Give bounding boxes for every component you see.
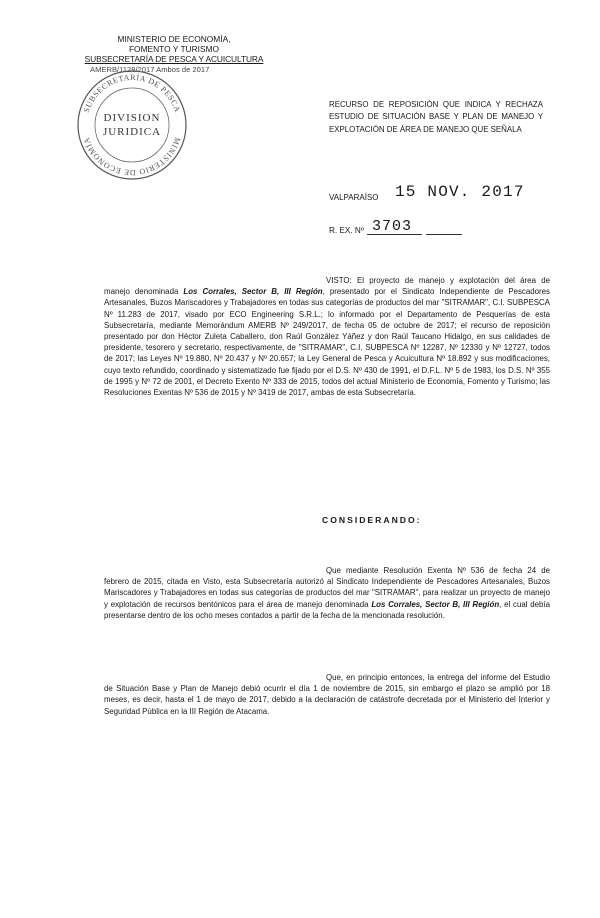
- resolution-label: R. EX. Nº: [329, 226, 364, 235]
- considerando-heading: CONSIDERANDO:: [322, 515, 422, 525]
- visto-text-2: , presentado por el Sindicato Independiente de Pescadores Artesanales, Buzos Mariscadores y Trabajadores en todas sus categorías de productos del mar "SITRAMAR", C.I. SUBPESCA Nº 11.283 de 2017, visado por ECO Engineering S.R.L.; lo informado por el Departamento de Pesquerías de esta Subsecretaría, mediante Memorándum AMERB Nº 249/2017, de fecha 05 de octubre de 2017; el recurso de reposición presentado por don Héctor Zuleta Caballero, don Raúl González Yáñez y don Raúl Taucano Hidalgo, en sus calidades de presidente, tesorero y secretario, respectivamente, de "SITRAMAR", C.I. SUBPESCA Nº 12287, Nº 12330 y Nº 12727, todos de 2017; las Leyes Nº 19.880, Nº 20.437 y Nº 20.657; la Ley General de Pesca y Acuicultura Nº 18.892 y sus modificaciones, cuyo texto refundido, coordinado y sistematizado fue fijado por el D.S. Nº 430 de 1991, el D.F.L. Nº 5 de 1983, los D.S. Nº 355 de 1995 y Nº 72 de 2001, el Decreto Exento Nº 333 de 2015, todos del actual Ministerio de Economía, Fomento y Turismo; las Resoluciones Exentas Nº 536 de 2015 y Nº 3419 de 2017, ambas de esta Subsecretaría.: [104, 287, 551, 398]
- visto-paragraph: [104, 275, 550, 398]
- stamp-ring-top: SUBSECRETARÍA DE PESCA: [81, 72, 183, 114]
- subsecretaria-line: SUBSECRETARÍA DE PESCA Y ACUICULTURA: [84, 54, 264, 65]
- paragraph-2-text: Que, en principio entonces, la entrega del informe del Estudio de Situación Base y Plan de Manejo debió ocurrir el día 1 de noviembre de 2015, sin embargo el plazo se amplió por 18 meses, es decir, hasta el 1 de mayo de 2017, debido a la declaración de catástrofe decretada por el Ministerio del Interior y Seguridad Pública en la III Región de Atacama.: [104, 673, 550, 716]
- city-label: VALPARAÍSO: [329, 193, 379, 202]
- document-subject: RECURSO DE REPOSICIÓN QUE INDICA Y RECHAZA ESTUDIO DE SITUACIÓN BASE Y PLAN DE MANEJO Y EXPLOTACIÓN DE ÁREA DE MANEJO QUE SEÑALA: [329, 100, 543, 134]
- considerando-paragraph-2: [104, 672, 550, 717]
- stamp-ring-bottom: MINISTERIO DE ECONOMÍA: [81, 136, 183, 178]
- ministry-line-2: FOMENTO Y TURISMO: [128, 44, 220, 55]
- paragraph-1-text-1: Que mediante Resolución Exenta Nº 536 de fecha 24 de febrero de 2015, citada en Visto, esta Subsecretaría autorizó al Sindicato Independiente de Pescadores Artesanales, Buzos Mariscadores y Trabajadores en todas sus categorías de productos del mar "SITRAMAR", para realizar un proyecto de manejo y explotación de recursos bentónicos para el área de manejo denominada: [104, 566, 550, 609]
- visto-lead: VISTO:: [326, 276, 352, 285]
- ministry-line-1: MINISTERIO DE ECONOMÍA,: [117, 34, 231, 44]
- resolution-number: 3703: [372, 218, 413, 235]
- reference-line: AMERB/1128/2017 Ambos de 2017: [90, 64, 210, 74]
- stamp-center-line-2: JURIDICA: [102, 126, 162, 138]
- date-stamp: 15 NOV. 2017: [395, 183, 525, 201]
- date-line: [329, 183, 559, 207]
- division-juridica-stamp: [73, 66, 191, 184]
- considerando-paragraph-1: [104, 565, 550, 621]
- paragraph-1-text-2: , el cual debía presentarse dentro de los ocho meses contados a partir de la fecha de la mencionada resolución.: [104, 599, 551, 620]
- visto-text-1: El proyecto de manejo y explotación del área de manejo denominada: [104, 276, 550, 297]
- resolution-number-line: [329, 218, 559, 238]
- number-underline-trailing: [426, 234, 462, 235]
- stamp-center-line-1: DIVISION: [103, 112, 161, 124]
- visto-area-name: Los Corrales, Sector B, III Región: [183, 287, 323, 297]
- paragraph-1-area-name: Los Corrales, Sector B, III Región: [371, 599, 500, 609]
